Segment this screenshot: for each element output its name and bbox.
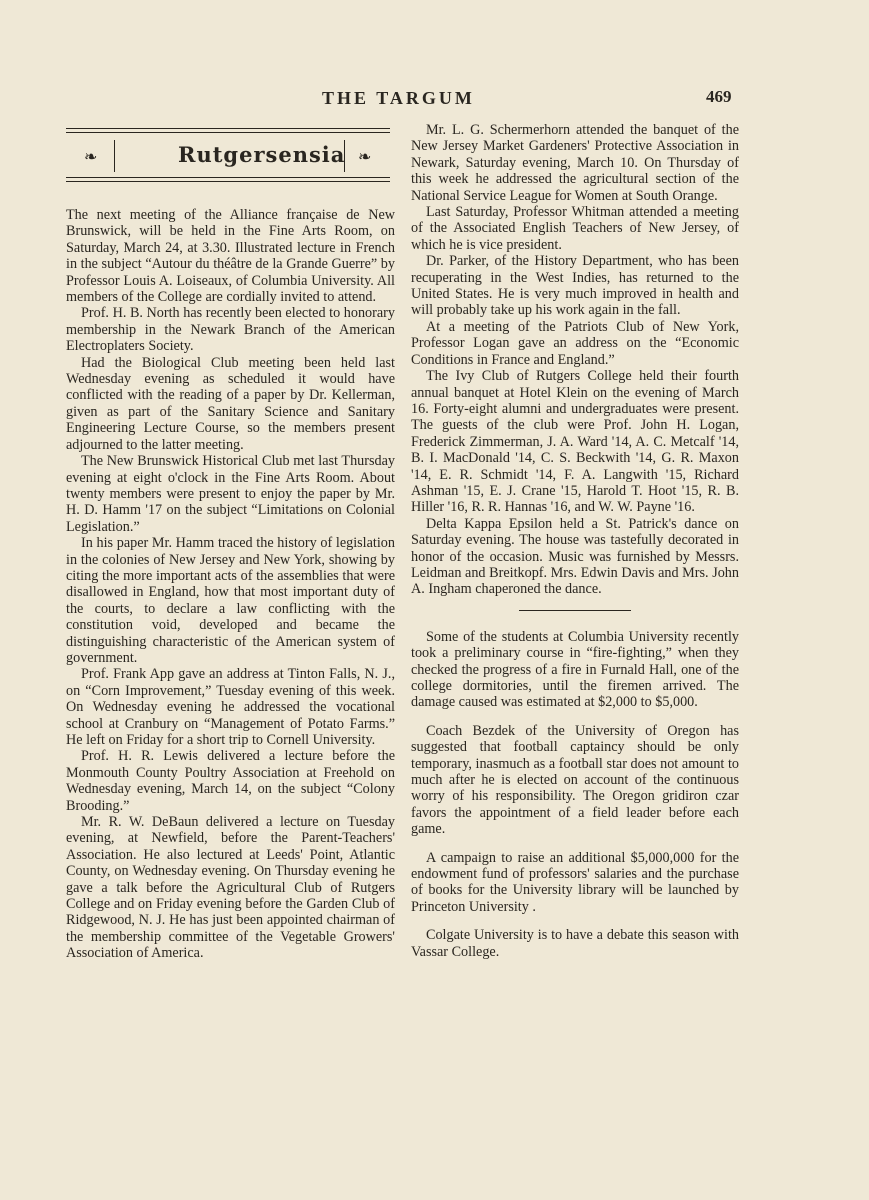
paragraph-lewis-lecture: Prof. H. R. Lewis delivered a lecture before the Monmouth County Poultry Association at Freehold on Wednesday evening, March 14, on the subject “Colony Brooding.” — [66, 748, 395, 814]
paragraph-colgate-debate: Colgate University is to have a debate this season with Vassar College. — [411, 927, 739, 960]
masthead-top-rule — [66, 128, 390, 129]
paragraph-parker: Dr. Parker, of the History Department, who has been recuperating in the West Indies, has returned to the United States. He is very much improved in health and will probably take up his work again in the fall. — [411, 253, 739, 319]
right-column — [411, 122, 739, 960]
paragraph-hamm-paper: In his paper Mr. Hamm traced the history of legislation in the colonies of New Jersey and New York, showing by citing the more important acts of the assemblies that were disallowed in England, how that most important duty of the courts, to declare a law conflicting with the constitution void, developed and became the distinguishing characteristic of the American system of government. — [66, 535, 395, 666]
section-divider — [519, 610, 631, 611]
masthead-left-bar — [114, 140, 115, 172]
fleuron-right-icon: ❧ — [358, 147, 372, 166]
section-title: Rutgersensia — [178, 142, 346, 167]
paragraph-historical-club: The New Brunswick Historical Club met last Thursday evening at eight o'clock in the Fine Arts Room. About twenty members were present to enjoy the paper by Mr. H. D. Hamm '17 on the subject “Limitations on Colonial Legislation.” — [66, 453, 395, 535]
left-column — [66, 207, 395, 962]
page-number: 469 — [706, 87, 732, 106]
paragraph-biological-club: Had the Biological Club meeting been held last Wednesday evening as scheduled it would have conflicted with the reading of a paper by Dr. Kellerman, given as part of the Sanitary Science and Sanitary Engineering Lecture Course, so the members present adjourned to the latter meeting. — [66, 354, 395, 453]
paragraph-dke-dance: Delta Kappa Epsilon held a St. Patrick's dance on Saturday evening. The house was tastefully decorated in honor of the occasion. Music was furnished by Messrs. Leidman and Breitkopf. Mrs. Edwin Davis and Mrs. John A. Ingham chaperoned the dance. — [411, 515, 739, 598]
paragraph-debaun-lecture: Mr. R. W. DeBaun delivered a lecture on Tuesday evening, at Newfield, before the Parent-Teachers' Association. He also lectured at Leeds' Point, Atlantic County, on Wednesday evening. On Thursday evening he gave a talk before the Agricultural Club of Rutgers College and on Friday evening before the Garden Club of Ridgewood, N. J. He has just been appointed chairman of the membership committee of the Vegetable Growers' Association of America. — [66, 814, 395, 962]
paragraph-alliance-francaise: The next meeting of the Alliance française de New Brunswick, will be held in the Fine Arts Room, on Saturday, March 24, at 3.30. Illustrated lecture in French in the subject “Autour du théâtre de la Grande Guerre” by Professor Louis A. Loiseaux, of Columbia University. All members of the College are cordially invited to attend. — [66, 207, 395, 306]
paragraph-princeton-campaign: A campaign to raise an additional $5,000,000 for the endowment fund of professors' salaries and the purchase of books for the University library will be launched by Princeton University . — [411, 849, 739, 915]
paragraph-ivy-club: The Ivy Club of Rutgers College held their fourth annual banquet at Hotel Klein on the evening of March 16. Forty-eight alumni and undergraduates were present. The guests of the club were Prof. John H. Logan, Frederick Zimmerman, J. A. Ward '14, A. C. Metcalf '14, B. I. MacDonald '14, C. S. Beckwith '14, G. R. Maxon '14, E. R. Schmidt '14, F. A. Langwith '15, Richard Ashman '15, E. J. Crane '15, Harold T. Hoot '15, R. B. Hiller '16, R. R. Hannas '16, and W. W. Payne '16. — [411, 368, 739, 516]
section-masthead — [66, 128, 390, 184]
running-title: THE TARGUM — [322, 88, 475, 108]
masthead-bottom-rule-inner — [66, 177, 390, 178]
paragraph-app-address: Prof. Frank App gave an address at Tinton Falls, N. J., on “Corn Improvement,” Tuesday evening of this week. On Wednesday evening he addressed the vocational school at Cranbury on “Management of Potato Farms.” He left on Friday for a short trip to Cornell University. — [66, 666, 395, 748]
paragraph-schermerhorn: Mr. L. G. Schermerhorn attended the banquet of the New Jersey Market Gardeners' Protective Association in Newark, Saturday evening, March 10. On Thursday of this week he addressed the agricultural section of the National Service League for Women at South Orange. — [411, 122, 739, 204]
fleuron-left-icon: ❧ — [84, 147, 98, 166]
masthead-right-bar — [344, 140, 345, 172]
masthead-bottom-rule — [66, 181, 390, 182]
paragraph-patriots-club: At a meeting of the Patriots Club of New York, Professor Logan gave an address on the “Economic Conditions in France and England.” — [411, 318, 739, 368]
paragraph-north-electroplaters: Prof. H. B. North has recently been elected to honorary membership in the Newark Branch of the American Electroplaters Society. — [66, 305, 395, 355]
masthead-top-rule-inner — [66, 132, 390, 133]
paragraph-bezdek: Coach Bezdek of the University of Oregon has suggested that football captaincy should be only temporary, inasmuch as a football star does not amount to much after he is elected on account of the continuous worry of his responsibility. The Oregon gridiron czar favors the appointment of a field leader before each game. — [411, 722, 739, 838]
paragraph-whitman: Last Saturday, Professor Whitman attended a meeting of the Associated English Teachers of New Jersey, of which he is vice president. — [411, 204, 739, 253]
paragraph-columbia-fire: Some of the students at Columbia University recently took a preliminary course in “fire-fighting,” when they checked the progress of a fire in Furnald Hall, one of the college dormitories, until the firemen arrived. The damage caused was estimated at $2,000 to $5,000. — [411, 628, 739, 711]
